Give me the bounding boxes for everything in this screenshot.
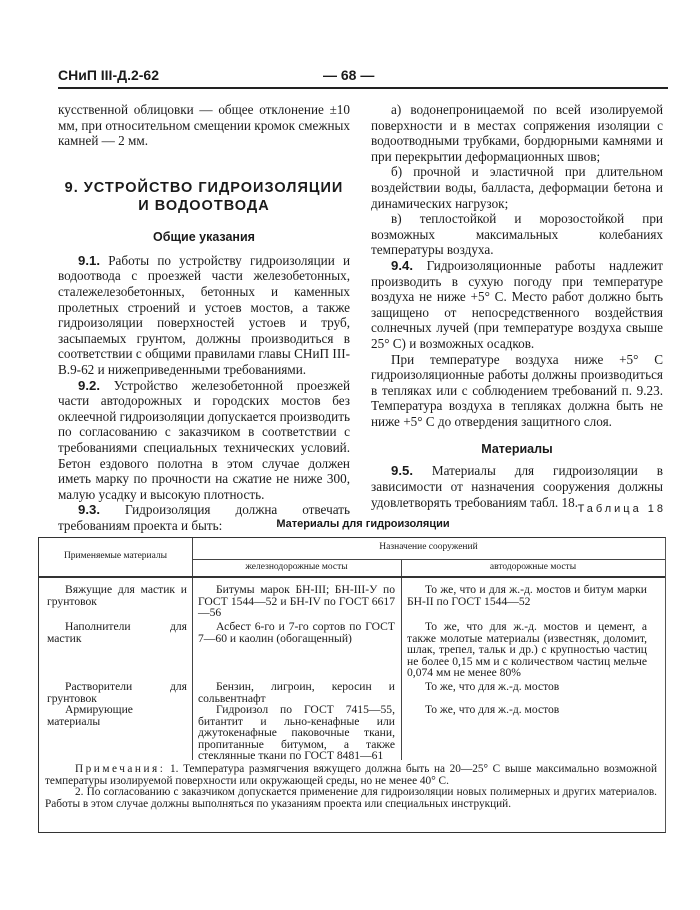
section-title-line1: 9. УСТРОЙСТВО ГИДРОИЗОЛЯЦИИ xyxy=(64,179,344,196)
table-cell-railway: Бензин, лигроин, керосин и сольвентнафт xyxy=(198,680,395,705)
table-cell-road: То же, что для ж.-д. мостов xyxy=(425,680,560,693)
table-cell-road: То же, что для ж.-д. мостов xyxy=(425,703,560,716)
note-2: 2. По согласованию с заказчиком допускается применение для гидроизоляции новых полимерных и других материалов. Работы в этом случае должны выполняться по указаниям проекта или специальных инструкций. xyxy=(45,786,657,811)
clause-number: 9.4. xyxy=(391,257,413,273)
table-cell-material: Растворители для грунтовок xyxy=(47,680,187,705)
header-railway: железнодорожные мосты xyxy=(245,562,348,572)
clause-number: 9.2. xyxy=(78,377,100,393)
header-materials: Применяемые материалы xyxy=(63,551,168,561)
table-divider xyxy=(192,559,665,560)
table-notes xyxy=(45,764,657,811)
paragraph-9-4 xyxy=(371,258,663,352)
table-divider xyxy=(39,576,665,578)
table-divider xyxy=(401,559,402,760)
clause-text: Материалы для гидроизоляции в зависимости от назначения сооружения должны удовлетворять требованиям табл. 18. xyxy=(371,463,663,510)
subsection-general: Общие указания xyxy=(153,229,255,244)
table-label: Таблица 18 xyxy=(577,503,666,515)
paragraph-9-1 xyxy=(58,253,350,378)
note-1: Примечания: 1. Температура размягчения вяжущего должна быть на 20—25° С выше максимально возможной температуры изолируемой поверхности или окружающей среды, но не менее 40° С. xyxy=(45,763,657,787)
left-column xyxy=(58,102,350,533)
right-column xyxy=(371,102,663,510)
section-title-line2: И ВОДООТВОДА xyxy=(138,197,270,214)
table-cell-road: То же, что для ж.-д. мостов и цемент, а также молотые материалы (известняк, доломит, шлак, трепел, тальк и др.) с крупностью частиц не более 0,15 мм и с количеством частиц мельче 0,074 мм не менее 80% xyxy=(407,620,647,680)
continuation-paragraph: кусственной облицовки — общее отклонение ±10 мм, при относительном смещении кромок смежных камней — 2 мм. xyxy=(58,102,350,149)
clause-number: 9.5. xyxy=(391,463,413,479)
header-road: автодорожные мосты xyxy=(489,562,577,572)
clause-text: Устройство железобетонной проезжей части автодорожных и городских мостов без оклеечной гидроизоляции допускается производить по согласованию с заказчиком в соответствии с требованиями специальных технических условий. Бетон ездового полотна в этом случае должен иметь марку по прочности на сжатие не ниже 300, малую усадку и высокую плотность. xyxy=(58,377,350,502)
document-code: СНиП III-Д.2-62 xyxy=(58,67,159,83)
list-item-b: б) прочной и эластичной при длительном воздействии воды, балласта, деформации бетона и динамических нагрузок; xyxy=(371,164,663,211)
page-number: — 68 — xyxy=(323,67,375,83)
clause-text: Гидроизоляция должна отвечать требованиям проекта и быть: xyxy=(58,502,350,533)
page-header xyxy=(58,65,668,85)
clause-text: Работы по устройству гидроизоляции и водоотвода с проезжей части железобетонных, сталежелезобетонных, бетонных и каменных пролетных строений и устоев мостов, а также гидроизоляции поверхностей устоев и труб, засыпаемых грунтом, должны производиться в соответствии с общими правилами главы СНиП III-В.9-62 и нижеприведенными требованиями. xyxy=(58,252,350,377)
table-title: Материалы для гидроизоляции xyxy=(276,518,450,530)
subsection-materials: Материалы xyxy=(481,442,553,457)
list-item-c: в) теплостойкой и морозостойкой при возможных максимальных колебаниях температуры воздуха. xyxy=(371,211,663,258)
clause-number: 9.3. xyxy=(78,502,100,518)
paragraph-9-2 xyxy=(58,378,350,503)
table-cell-railway: Битумы марок БН-III; БН-III-У по ГОСТ 1544—52 и БН-IV по ГОСТ 6617—56 xyxy=(198,583,395,620)
table-cell-material: Наполнители для мастик xyxy=(47,620,187,645)
clause-text: Гидроизоляционные работы надлежит производить в сухую погоду при температуре воздуха не ниже +5° С. Место работ должно быть защищено от непосредственного воздействия солнечных лучей (при температуре воздуха свыше 25° С) и возможных осадков. xyxy=(371,257,663,351)
materials-table xyxy=(38,537,666,833)
table-cell-railway: Асбест 6-го и 7-го сортов по ГОСТ 7—60 и каолин (обогащенный) xyxy=(198,620,395,645)
clause-number: 9.1. xyxy=(78,252,100,268)
table-cell-road: То же, что и для ж.-д. мостов и битум марки БН-II по ГОСТ 1544—52 xyxy=(407,583,647,608)
table-cell-material: Вяжущие для мастик и грунтовок xyxy=(47,583,187,608)
header-purpose: Назначение сооружений xyxy=(379,542,478,552)
table-cell-material: Армирующие материалы xyxy=(47,703,133,728)
paragraph-9-4-cont: При температуре воздуха ниже +5° С гидроизоляционные работы должны производиться в тепляках или с соблюдением требований п. 9.23. Температура воздуха в тепляках должна быть не ниже +5° С до отвердения защитного слоя. xyxy=(371,351,663,429)
header-divider xyxy=(58,87,668,89)
notes-label: Примечания: xyxy=(75,763,166,775)
table-cell-railway: Гидроизол по ГОСТ 7415—55, битантит и льно-кенафные или джутокенафные паковочные ткани, пропитанные битумом, а также стеклянные ткани по ГОСТ 8481—61 xyxy=(198,703,395,763)
list-item-a: а) водонепроницаемой по всей изолируемой поверхности и в местах сопряжения изоляции с водоотводными трубками, бордюрными камнями и при перекрытии деформационных швов; xyxy=(371,102,663,164)
section-title xyxy=(58,179,350,215)
